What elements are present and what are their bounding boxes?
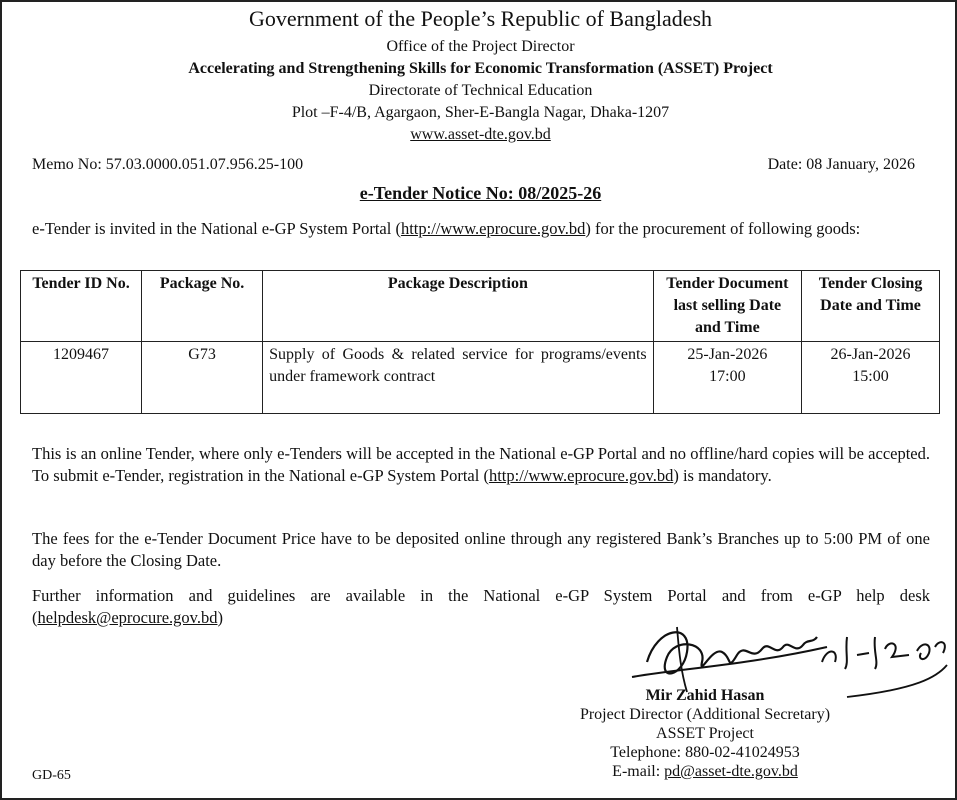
cell-description: Supply of Goods & related service for programs/events under framework contract bbox=[263, 342, 654, 414]
header-closing-date: Tender Closing Date and Time bbox=[802, 271, 940, 342]
signatory-title: Project Director (Additional Secretary) bbox=[579, 706, 831, 723]
signatory-project: ASSET Project bbox=[656, 725, 754, 742]
online-tender-paragraph: This is an online Tender, where only e-Tenders will be accepted in the National e-GP Portal and no offline/hard copies will be accepted. To submit e-Tender, registration in the National e-GP System Portal (http://www.eprocure.gov.bd) is mandatory. bbox=[32, 444, 930, 485]
helpdesk-email-link[interactable]: helpdesk@eprocure.gov.bd bbox=[37, 608, 218, 627]
eprocure-link[interactable]: http://www.eprocure.gov.bd bbox=[400, 219, 586, 238]
memo-date: Date: 08 January, 2026 bbox=[767, 156, 915, 173]
footer-code: GD-65 bbox=[32, 768, 71, 783]
tender-table bbox=[20, 270, 940, 414]
cell-closing-date: 26-Jan-2026 15:00 bbox=[802, 342, 940, 414]
website-link[interactable]: www.asset-dte.gov.bd bbox=[410, 126, 551, 143]
signatory-block bbox=[535, 686, 875, 781]
cell-selling-date: 25-Jan-2026 17:00 bbox=[653, 342, 801, 414]
signatory-name: Mir Zahid Hasan bbox=[645, 687, 765, 704]
cell-package-no: G73 bbox=[142, 342, 263, 414]
directorate-heading: Directorate of Technical Education bbox=[368, 82, 593, 99]
table-header-row bbox=[21, 271, 940, 342]
header-description: Package Description bbox=[263, 271, 654, 342]
header-tender-id: Tender ID No. bbox=[21, 271, 142, 342]
table-row bbox=[21, 342, 940, 414]
header-package-no: Package No. bbox=[142, 271, 263, 342]
fees-paragraph: The fees for the e-Tender Document Price have to be deposited online through any registered Bank’s Branches up to 5:00 PM of one day before the Closing Date. bbox=[32, 529, 930, 570]
memo-number: Memo No: 57.03.0000.051.07.956.25-100 bbox=[32, 156, 304, 173]
further-info-paragraph: Further information and guidelines are available in the National e-GP System Portal and from e-GP help desk (helpdesk@eprocure.gov.bd) bbox=[32, 586, 930, 627]
government-heading: Government of the People’s Republic of Bangladesh bbox=[248, 6, 713, 31]
intro-paragraph: e-Tender is invited in the National e-GP System Portal (http://www.eprocure.gov.bd) for the procurement of following goods: bbox=[32, 219, 861, 238]
signatory-email-link[interactable]: pd@asset-dte.gov.bd bbox=[664, 763, 798, 780]
address-line: Plot –F-4/B, Agargaon, Sher-E-Bangla Nagar, Dhaka-1207 bbox=[291, 104, 670, 121]
eprocure-link[interactable]: http://www.eprocure.gov.bd bbox=[488, 466, 674, 485]
cell-tender-id: 1209467 bbox=[21, 342, 142, 414]
notice-title: e-Tender Notice No: 08/2025-26 bbox=[359, 183, 602, 203]
signatory-email: E-mail: pd@asset-dte.gov.bd bbox=[612, 763, 798, 780]
signatory-telephone: Telephone: 880-02-41024953 bbox=[610, 744, 800, 761]
office-heading: Office of the Project Director bbox=[386, 38, 575, 55]
project-heading: Accelerating and Strengthening Skills for Economic Transformation (ASSET) Project bbox=[188, 60, 773, 77]
header-selling-date: Tender Document last selling Date and Time bbox=[653, 271, 801, 342]
